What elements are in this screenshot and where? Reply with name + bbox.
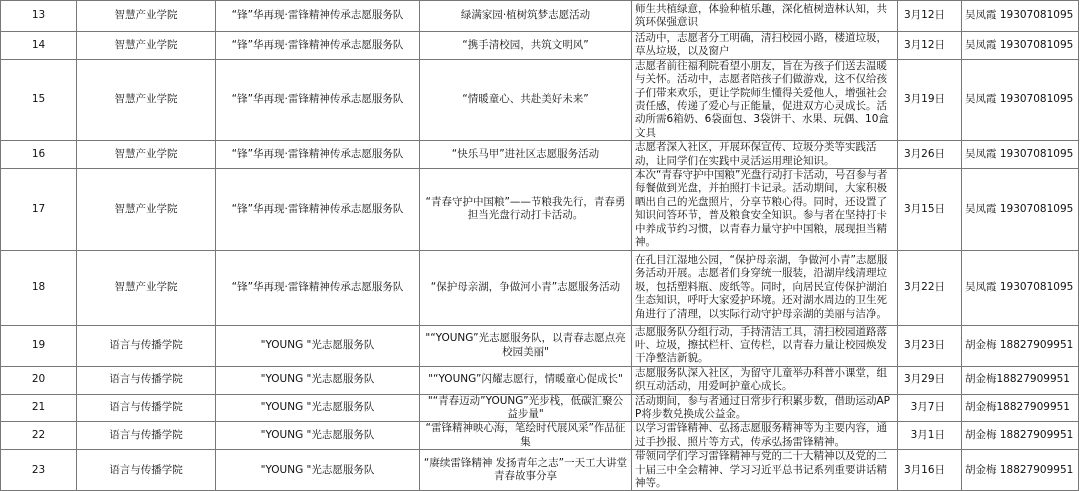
table-row (1, 422, 1079, 450)
contact-cell: 胡金梅18827909951 (962, 394, 1079, 422)
table-row (1, 325, 1079, 366)
activity-content-cell: 在孔目江湿地公园，“保护母亲湖，争做河小青”志愿服务活动开展。志愿者们身穿统一服装，沿湖岸线清理垃圾，包括塑料瓶、废纸等。同时，向居民宣传保护湖泊生态知识，呼吁大家爱护环境。还对湖水周边的卫生死角进行了清理，以实际行动守护母亲湖的美丽与洁净。 (632, 250, 898, 325)
contact-cell: 吴凤霞 19307081095 (962, 1, 1079, 32)
college-cell: 语言与传播学院 (77, 450, 216, 491)
contact-cell: 吴凤霞 19307081095 (962, 141, 1079, 169)
college-cell: 智慧产业学院 (77, 250, 216, 325)
college-cell: 语言与传播学院 (77, 325, 216, 366)
table-row (1, 1, 1079, 32)
activity-name-cell: “雷锋精神映心海，笔绘时代展风采”作品征集 (420, 422, 632, 450)
college-cell: 智慧产业学院 (77, 141, 216, 169)
activity-name-cell: 绿满家园·植树筑梦志愿活动 (420, 1, 632, 32)
table-row (1, 32, 1079, 60)
table-row (1, 394, 1079, 422)
team-cell: “锋”华再现·雷锋精神传承志愿服务队 (216, 250, 420, 325)
contact-cell: 胡金梅18827909951 (962, 366, 1079, 394)
date-cell: 3月1日 (898, 422, 962, 450)
team-cell: "YOUNG "光志愿服务队 (216, 422, 420, 450)
date-cell: 3月23日 (898, 325, 962, 366)
row-number: 15 (1, 59, 77, 140)
contact-cell: 胡金梅 18827909951 (962, 422, 1079, 450)
team-cell: "YOUNG "光志愿服务队 (216, 366, 420, 394)
activity-name-cell: “情暖童心、共赴美好未来” (420, 59, 632, 140)
activity-content-cell: 志愿者深入社区，开展环保宣传、垃圾分类等实践活动，让同学们在实践中灵活运用理论知识。 (632, 141, 898, 169)
table-row (1, 450, 1079, 491)
activity-name-cell: "“YOUNG”光志愿服务队，以青春志愿点亮校园美丽" (420, 325, 632, 366)
team-cell: "YOUNG "光志愿服务队 (216, 325, 420, 366)
date-cell: 3月7日 (898, 394, 962, 422)
row-number: 18 (1, 250, 77, 325)
table-row (1, 366, 1079, 394)
activity-name-cell: “携手清校园，共筑文明风” (420, 32, 632, 60)
table-row (1, 141, 1079, 169)
activity-name-cell: “快乐马甲”进社区志愿服务活动 (420, 141, 632, 169)
activity-content-cell: 以学习雷锋精神、弘扬志愿服务精神等为主要内容，通过手抄报、照片等方式，传承弘扬雷锋精神。 (632, 422, 898, 450)
contact-cell: 吴凤霞 19307081095 (962, 32, 1079, 60)
team-cell: “锋”华再现·雷锋精神传承志愿服务队 (216, 59, 420, 140)
contact-cell: 吴凤霞 19307081095 (962, 169, 1079, 250)
table-row (1, 169, 1079, 250)
team-cell: “锋”华再现·雷锋精神传承志愿服务队 (216, 32, 420, 60)
date-cell: 3月12日 (898, 32, 962, 60)
row-number: 20 (1, 366, 77, 394)
contact-cell: 胡金梅 18827909951 (962, 450, 1079, 491)
date-cell: 3月15日 (898, 169, 962, 250)
date-cell: 3月22日 (898, 250, 962, 325)
team-cell: “锋”华再现·雷锋精神传承志愿服务队 (216, 141, 420, 169)
contact-cell: 胡金梅 18827909951 (962, 325, 1079, 366)
row-number: 23 (1, 450, 77, 491)
row-number: 19 (1, 325, 77, 366)
date-cell: 3月26日 (898, 141, 962, 169)
date-cell: 3月12日 (898, 1, 962, 32)
college-cell: 语言与传播学院 (77, 394, 216, 422)
row-number: 14 (1, 32, 77, 60)
date-cell: 3月29日 (898, 366, 962, 394)
row-number: 21 (1, 394, 77, 422)
table-row (1, 250, 1079, 325)
row-number: 17 (1, 169, 77, 250)
activity-content-cell: 活动期间，参与者通过日常步行积累步数，借助运动APP将步数兑换成公益金。 (632, 394, 898, 422)
college-cell: 智慧产业学院 (77, 169, 216, 250)
team-cell: “锋”华再现·雷锋精神传承志愿服务队 (216, 1, 420, 32)
activity-content-cell: 活动中，志愿者分工明确，清扫校园小路，楼道垃圾，草丛垃圾，以及窗户 (632, 32, 898, 60)
activity-content-cell: 带领同学们学习雷锋精神与党的二十大精神以及党的二十届三中全会精神、学习习近平总书记系列重要讲话精神等。 (632, 450, 898, 491)
activity-content-cell: 师生共植绿意，体验种植乐趣，深化植树造林认知，共筑环保强意识 (632, 1, 898, 32)
row-number: 13 (1, 1, 77, 32)
activity-name-cell: “赓续雷锋精神 发扬青年之志”一天工大讲堂青春故事分享 (420, 450, 632, 491)
activity-name-cell: “保护母亲湖，争做河小青”志愿服务活动 (420, 250, 632, 325)
contact-cell: 吴凤霞 19307081095 (962, 250, 1079, 325)
activity-content-cell: 志愿服务队分组行动，手持清洁工具，清扫校园道路落叶、垃圾，擦拭栏杆、宣传栏，以青春力量让校园焕发干净整洁新貌。 (632, 325, 898, 366)
activity-name-cell: “青春守护中国粮”——节粮我先行，青春勇担当光盘行动打卡活动。 (420, 169, 632, 250)
college-cell: 智慧产业学院 (77, 1, 216, 32)
activity-content-cell: 志愿者前往福利院看望小朋友，旨在为孩子们送去温暖与关怀。活动中，志愿者陪孩子们做游戏，这不仅给孩子们带来欢乐，更让学院师生懂得关爱他人，增强社会责任感，传递了爱心与正能量，促进双方心灵成长。活动所需6箱奶、6袋面包、3袋饼干、水果、玩偶、10盒文具 (632, 59, 898, 140)
date-cell: 3月16日 (898, 450, 962, 491)
activity-name-cell: "“青春迈动”YOUNG”光步栈，低碳汇聚公益步量" (420, 394, 632, 422)
college-cell: 智慧产业学院 (77, 32, 216, 60)
activity-name-cell: "“YOUNG”闪耀志愿行，情暖童心促成长" (420, 366, 632, 394)
activity-content-cell: 志愿服务队深入社区，为留守儿童举办科普小课堂，组织互动活动，用爱呵护童心成长。 (632, 366, 898, 394)
team-cell: “锋”华再现·雷锋精神传承志愿服务队 (216, 169, 420, 250)
table-row (1, 59, 1079, 140)
contact-cell: 吴凤霞 19307081095 (962, 59, 1079, 140)
row-number: 16 (1, 141, 77, 169)
activity-content-cell: 本次“青春守护中国粮”光盘行动打卡活动，号召参与者每餐做到光盘，并拍照打卡记录。活动期间，大家积极晒出自己的光盘照片，分享节粮心得。同时，还设置了知识问答环节，普及粮食安全知识。参与者在坚持打卡中养成节约习惯，以青春力量守护中国粮，展现担当精神。 (632, 169, 898, 250)
college-cell: 智慧产业学院 (77, 59, 216, 140)
row-number: 22 (1, 422, 77, 450)
college-cell: 语言与传播学院 (77, 422, 216, 450)
team-cell: "YOUNG "光志愿服务队 (216, 394, 420, 422)
date-cell: 3月19日 (898, 59, 962, 140)
team-cell: "YOUNG "光志愿服务队 (216, 450, 420, 491)
college-cell: 语言与传播学院 (77, 366, 216, 394)
